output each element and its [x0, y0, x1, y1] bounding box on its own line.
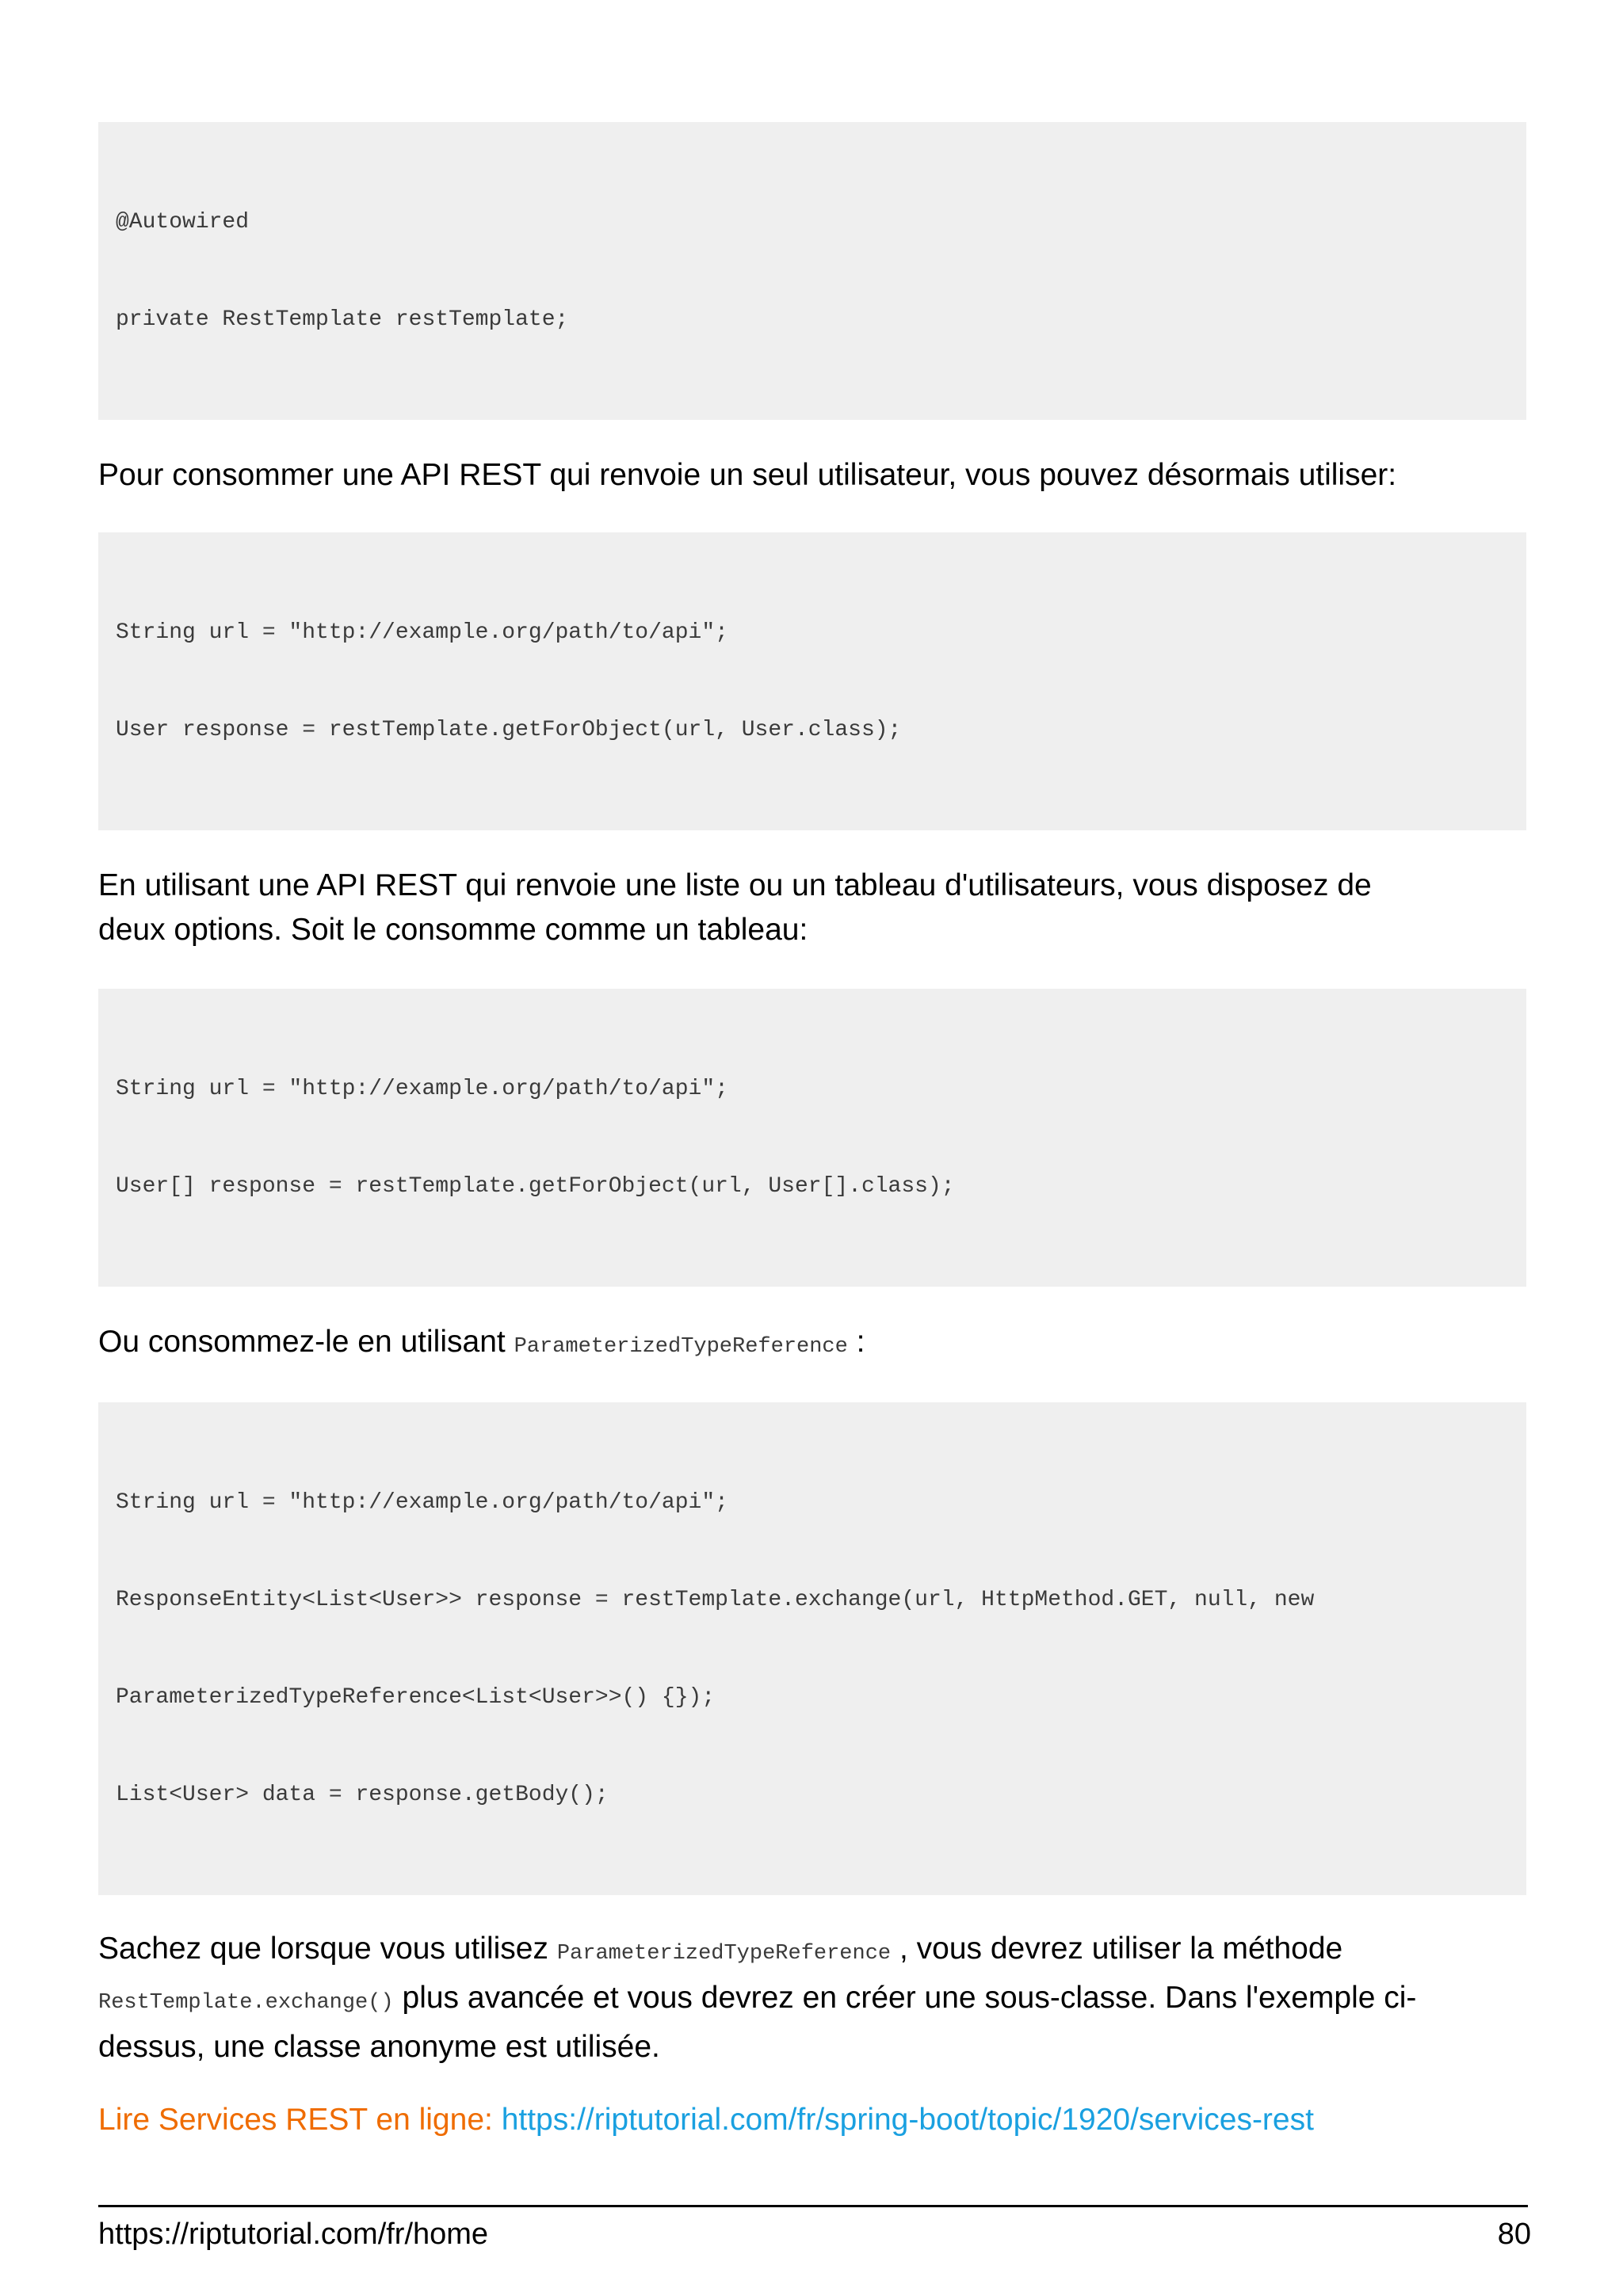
- code-line: String url = "http://example.org/path/to/api";: [116, 1490, 728, 1515]
- footer-url[interactable]: https://riptutorial.com/fr/home: [98, 2218, 489, 2251]
- page-number: 80: [1497, 2218, 1531, 2251]
- code-line: User[] response = restTemplate.getForObject(url, User[].class);: [116, 1174, 955, 1199]
- code-line: List<User> data = response.getBody();: [116, 1783, 609, 1807]
- code-line: @Autowired: [116, 210, 250, 235]
- paragraph-list-options: [98, 864, 1526, 952]
- code-block-autowired: [98, 122, 1526, 420]
- paragraph-line: En utilisant une API REST qui renvoie une liste ou un tableau d'utilisateurs, vous disposez de: [98, 868, 1372, 902]
- code-line: String url = "http://example.org/path/to/api";: [116, 1077, 728, 1101]
- inline-code: ParameterizedTypeReference: [556, 1942, 892, 1966]
- paragraph-text: , vous devrez utiliser la méthode: [891, 1932, 1343, 1966]
- code-line: User response = restTemplate.getForObject(url, User.class);: [116, 718, 902, 742]
- code-line: ParameterizedTypeReference<List<User>>() {});: [116, 1685, 716, 1710]
- read-online-line: [98, 2098, 1526, 2142]
- code-line: ResponseEntity<List<User>> response = restTemplate.exchange(url, HttpMethod.GET, null, new: [116, 1588, 1315, 1612]
- code-line: String url = "http://example.org/path/to/api";: [116, 620, 728, 645]
- paragraph-text: plus avancée et vous devrez en créer une sous-classe. Dans l'exemple ci-: [393, 1981, 1417, 2015]
- code-block-exchange: [98, 1402, 1526, 1895]
- paragraph-text: Sachez que lorsque vous utilisez: [98, 1932, 557, 1966]
- code-line: private RestTemplate restTemplate;: [116, 307, 569, 332]
- code-block-single-user: [98, 532, 1526, 830]
- footer-divider: [98, 2205, 1528, 2207]
- paragraph-text: :: [847, 1325, 865, 1359]
- paragraph-parameterized: [98, 1320, 1526, 1369]
- paragraph-text: dessus, une classe anonyme est utilisée.: [98, 2030, 660, 2064]
- paragraph-single-user: Pour consommer une API REST qui renvoie un seul utilisateur, vous pouvez désormais utiliser:: [98, 458, 1397, 492]
- paragraph-line: deux options. Soit le consomme comme un tableau:: [98, 913, 808, 947]
- page-content: [98, 122, 1526, 2142]
- inline-code: ParameterizedTypeReference: [514, 1335, 848, 1359]
- inline-code: RestTemplate.exchange(): [98, 1991, 394, 2015]
- paragraph-exchange-note: [98, 1927, 1526, 2069]
- paragraph-text: Ou consommez-le en utilisant: [98, 1325, 514, 1359]
- code-block-array: [98, 989, 1526, 1287]
- read-online-link[interactable]: https://riptutorial.com/fr/spring-boot/topic/1920/services-rest: [501, 2103, 1314, 2137]
- read-online-label: Lire Services REST en ligne:: [98, 2103, 502, 2137]
